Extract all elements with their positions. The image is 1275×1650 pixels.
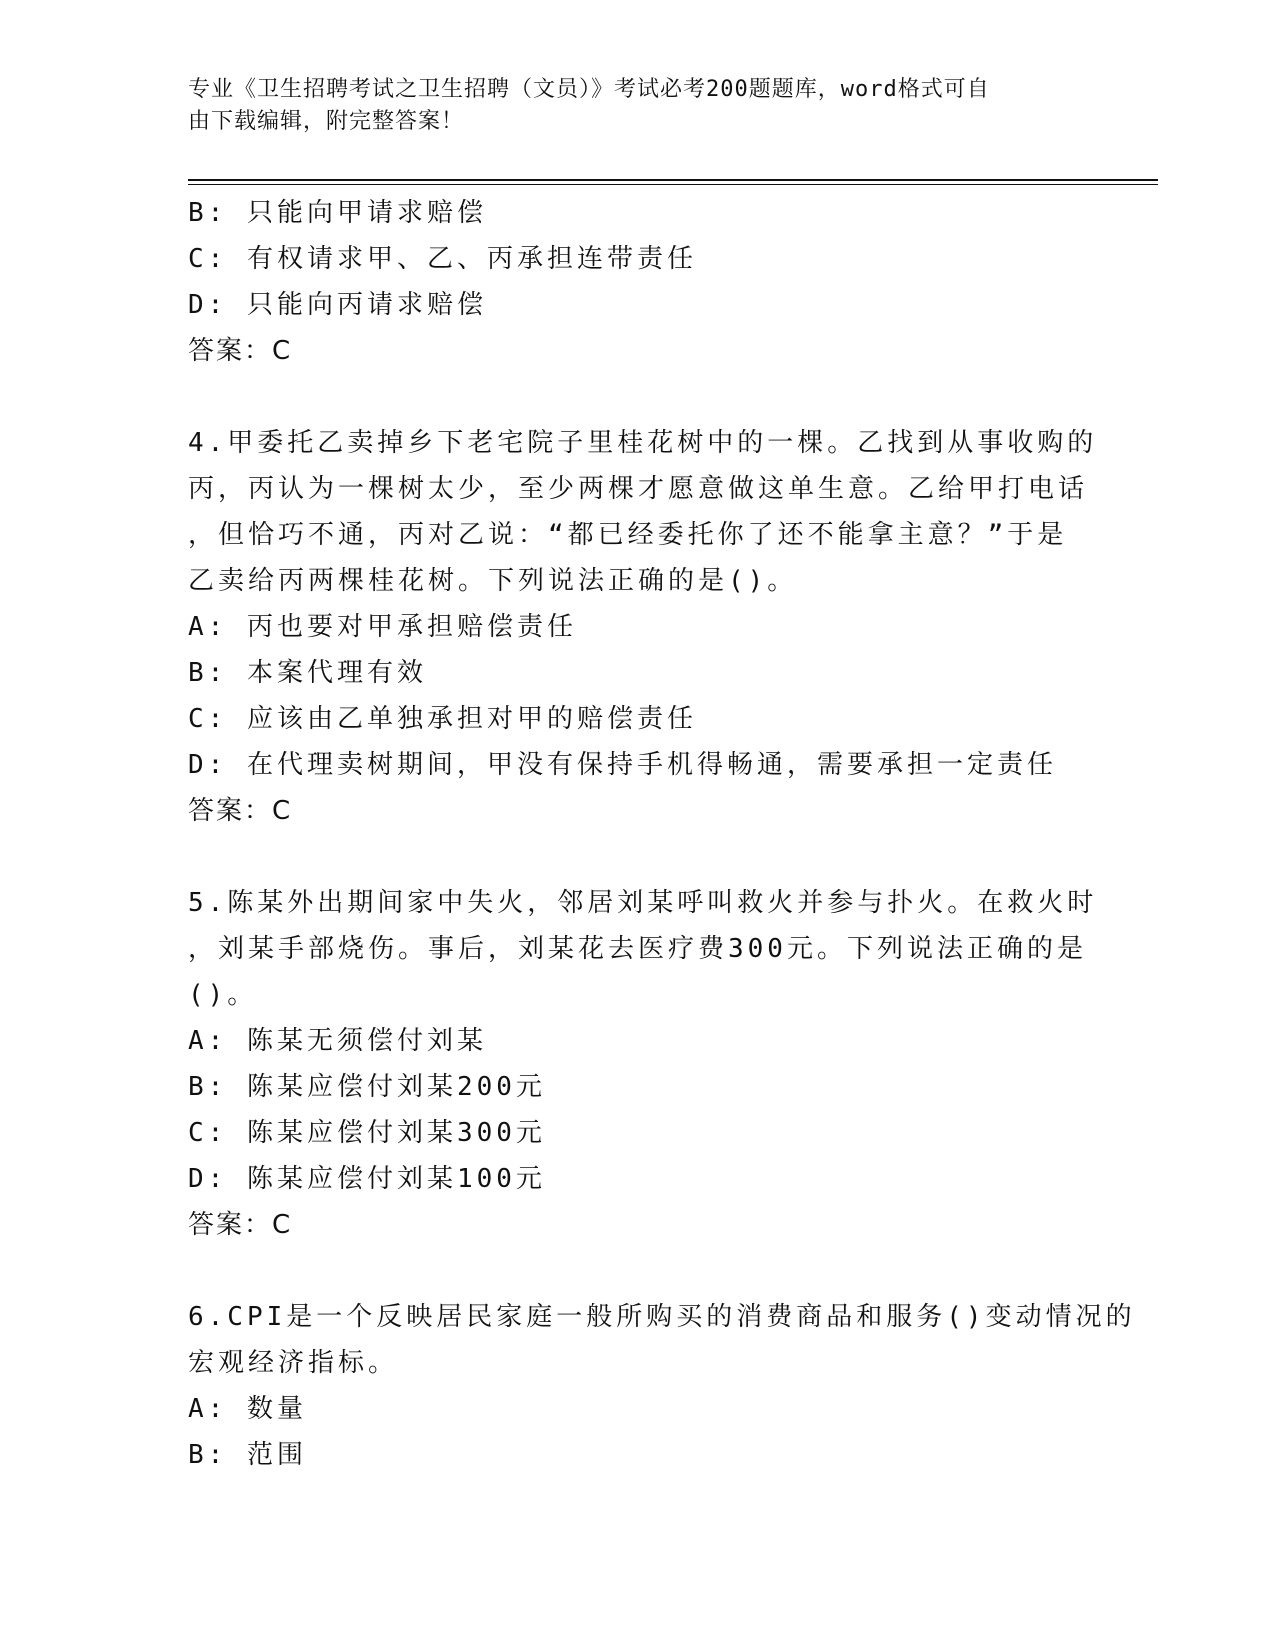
document-header — [188, 74, 1068, 138]
option-b: B: 陈某应偿付刘某200元 — [188, 1072, 546, 1102]
question-stem-line: ()。 — [188, 980, 258, 1010]
answer: 答案：C — [188, 336, 293, 366]
answer: 答案：C — [188, 1210, 293, 1240]
header-divider — [188, 179, 1158, 181]
question-stem-line: ，但恰巧不通，丙对乙说：“都已经委托你了还不能拿主意？”于是 — [188, 520, 1068, 550]
question-stem-line: 6.CPI是一个反映居民家庭一般所购买的消费商品和服务()变动情况的 — [188, 1302, 1136, 1332]
option-b: B: 范围 — [188, 1440, 307, 1470]
question-6 — [188, 1294, 1136, 1478]
question-stem-line: ，刘某手部烧伤。事后，刘某花去医疗费300元。下列说法正确的是 — [188, 934, 1087, 964]
document-body — [188, 190, 1136, 1478]
option-d: D: 在代理卖树期间，甲没有保持手机得畅通，需要承担一定责任 — [188, 750, 1057, 780]
option-d: D: 陈某应偿付刘某100元 — [188, 1164, 546, 1194]
header-divider-thin — [188, 184, 1158, 185]
question-stem-line: 5.陈某外出期间家中失火，邻居刘某呼叫救火并参与扑火。在救火时 — [188, 888, 1098, 918]
question-stem-line: 乙卖给丙两棵桂花树。下列说法正确的是()。 — [188, 566, 798, 596]
option-c: C: 有权请求甲、乙、丙承担连带责任 — [188, 244, 697, 274]
option-d: D: 只能向丙请求赔偿 — [188, 290, 487, 320]
header-line-1: 专业《卫生招聘考试之卫生招聘（文员）》考试必考200题题库，word格式可自 — [188, 77, 990, 102]
option-c: C: 陈某应偿付刘某300元 — [188, 1118, 546, 1148]
option-a: A: 丙也要对甲承担赔偿责任 — [188, 612, 577, 642]
question-5 — [188, 880, 1098, 1248]
option-a: A: 数量 — [188, 1394, 307, 1424]
question-stem-line: 4.甲委托乙卖掉乡下老宅院子里桂花树中的一棵。乙找到从事收购的 — [188, 428, 1098, 458]
header-line-2: 由下载编辑，附完整答案！ — [188, 109, 465, 134]
question-stem-line: 宏观经济指标。 — [188, 1348, 399, 1378]
option-b: B: 本案代理有效 — [188, 658, 427, 688]
answer: 答案：C — [188, 796, 293, 826]
question-4 — [188, 420, 1098, 834]
question-stem-line: 丙，丙认为一棵树太少，至少两棵才愿意做这单生意。乙给甲打电话 — [188, 474, 1089, 504]
option-c: C: 应该由乙单独承担对甲的赔偿责任 — [188, 704, 697, 734]
option-a: A: 陈某无须偿付刘某 — [188, 1026, 487, 1056]
option-b: B: 只能向甲请求赔偿 — [188, 198, 487, 228]
question-3-tail — [188, 190, 1088, 374]
